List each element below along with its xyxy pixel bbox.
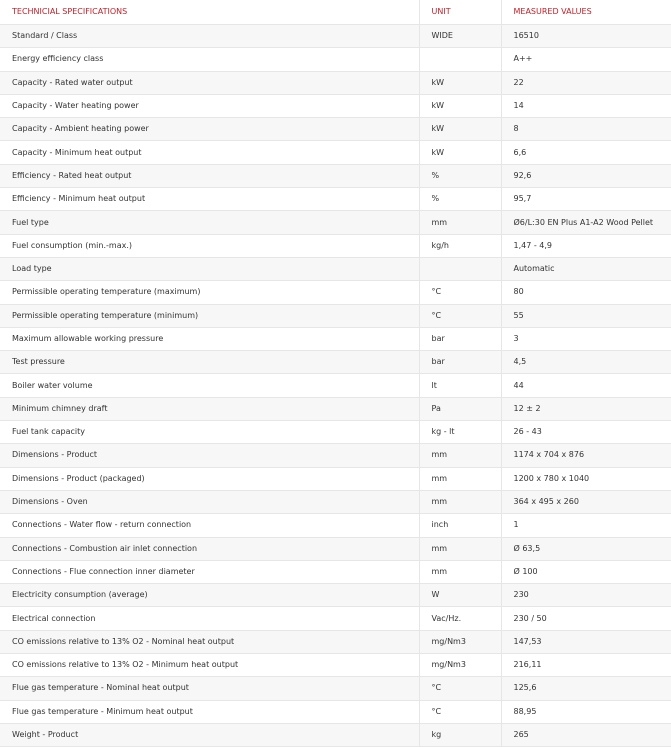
table-body [0,25,671,747]
value-cell: Ø 63,5 [501,537,671,560]
unit-cell: Vac/Hz. [419,607,501,630]
value-cell: 1 [501,514,671,537]
unit-cell: mm [419,467,501,490]
table-row [0,421,671,444]
spec-cell: Dimensions - Oven [0,490,419,513]
header-row [0,0,671,25]
unit-cell: W [419,584,501,607]
table-header [0,0,671,25]
spec-cell: CO emissions relative to 13% O2 - Minimum heat output [0,654,419,677]
spec-cell: Test pressure [0,351,419,374]
table-row [0,560,671,583]
table-row [0,188,671,211]
table-row [0,677,671,700]
table-row [0,211,671,234]
table-row [0,514,671,537]
unit-cell: mm [419,490,501,513]
unit-cell: kW [419,94,501,117]
value-cell: 147,53 [501,630,671,653]
spec-cell: Boiler water volume [0,374,419,397]
value-cell: A++ [501,48,671,71]
unit-cell: mm [419,560,501,583]
unit-cell: bar [419,327,501,350]
value-cell: 92,6 [501,164,671,187]
value-cell: 3 [501,327,671,350]
unit-cell: mm [419,444,501,467]
spec-cell: Efficiency - Minimum heat output [0,188,419,211]
spec-cell: Fuel type [0,211,419,234]
spec-cell: Capacity - Minimum heat output [0,141,419,164]
spec-cell: Efficiency - Rated heat output [0,164,419,187]
spec-cell: Electricity consumption (average) [0,584,419,607]
spec-cell: Fuel consumption (min.-max.) [0,234,419,257]
unit-cell: kg [419,723,501,746]
table-row [0,467,671,490]
value-cell: 8 [501,118,671,141]
spec-cell: Standard / Class [0,25,419,48]
value-cell: 364 x 495 x 260 [501,490,671,513]
value-cell: 88,95 [501,700,671,723]
unit-cell: inch [419,514,501,537]
spec-cell: Fuel tank capacity [0,421,419,444]
value-cell: Ø 100 [501,560,671,583]
unit-cell: kg - lt [419,421,501,444]
value-cell: Automatic [501,257,671,280]
unit-cell: WIDE [419,25,501,48]
table-row [0,94,671,117]
unit-cell: lt [419,374,501,397]
spec-cell: Capacity - Rated water output [0,71,419,94]
unit-cell: kW [419,141,501,164]
value-cell: 14 [501,94,671,117]
table-row [0,48,671,71]
table-row [0,141,671,164]
spec-cell: Energy efficiency class [0,48,419,71]
value-cell: 265 [501,723,671,746]
table-row [0,584,671,607]
unit-cell [419,48,501,71]
spec-cell: Connections - Water flow - return connection [0,514,419,537]
unit-cell: % [419,164,501,187]
value-cell: 125,6 [501,677,671,700]
table-row [0,374,671,397]
spec-cell: Capacity - Ambient heating power [0,118,419,141]
table-row [0,537,671,560]
spec-cell: Minimum chimney draft [0,397,419,420]
unit-cell: °C [419,700,501,723]
table-row [0,281,671,304]
value-cell: 1174 x 704 x 876 [501,444,671,467]
spec-cell: Capacity - Water heating power [0,94,419,117]
spec-cell: Load type [0,257,419,280]
value-cell: 4,5 [501,351,671,374]
value-cell: 6,6 [501,141,671,164]
unit-cell: kW [419,71,501,94]
value-cell: Ø6/L:30 EN Plus A1-A2 Wood Pellet [501,211,671,234]
unit-cell: °C [419,677,501,700]
unit-cell [419,257,501,280]
spec-cell: Maximum allowable working pressure [0,327,419,350]
spec-cell: Connections - Flue connection inner diameter [0,560,419,583]
value-cell: 44 [501,374,671,397]
spec-cell: Weight - Product [0,723,419,746]
table-row [0,234,671,257]
value-cell: 22 [501,71,671,94]
value-cell: 230 / 50 [501,607,671,630]
value-cell: 55 [501,304,671,327]
unit-cell: °C [419,281,501,304]
table-row [0,327,671,350]
value-cell: 80 [501,281,671,304]
spec-cell: Permissible operating temperature (maximum) [0,281,419,304]
unit-cell: bar [419,351,501,374]
spec-cell: Electrical connection [0,607,419,630]
table-row [0,164,671,187]
unit-cell: mm [419,211,501,234]
unit-cell: kg/h [419,234,501,257]
spec-cell: Flue gas temperature - Nominal heat output [0,677,419,700]
spec-cell: Permissible operating temperature (minimum) [0,304,419,327]
table-row [0,654,671,677]
table-row [0,397,671,420]
unit-cell: mg/Nm3 [419,654,501,677]
spec-cell: CO emissions relative to 13% O2 - Nominal heat output [0,630,419,653]
table-row [0,118,671,141]
unit-cell: % [419,188,501,211]
table-row [0,444,671,467]
spec-cell: Connections - Combustion air inlet connection [0,537,419,560]
table-row [0,351,671,374]
header-unit: UNIT [419,0,501,25]
spec-cell: Dimensions - Product [0,444,419,467]
value-cell: 1200 x 780 x 1040 [501,467,671,490]
value-cell: 12 ± 2 [501,397,671,420]
header-value: MEASURED VALUES [501,0,671,25]
unit-cell: mm [419,537,501,560]
spec-cell: Dimensions - Product (packaged) [0,467,419,490]
table-row [0,723,671,746]
value-cell: 230 [501,584,671,607]
table-row [0,25,671,48]
table-row [0,607,671,630]
table-row [0,304,671,327]
unit-cell: kW [419,118,501,141]
spec-cell: Flue gas temperature - Minimum heat output [0,700,419,723]
value-cell: 95,7 [501,188,671,211]
table-row [0,257,671,280]
value-cell: 16510 [501,25,671,48]
value-cell: 26 - 43 [501,421,671,444]
value-cell: 1,47 - 4,9 [501,234,671,257]
table-row [0,71,671,94]
value-cell: 216,11 [501,654,671,677]
header-spec: TECHNICIAL SPECIFICATIONS [0,0,419,25]
unit-cell: mg/Nm3 [419,630,501,653]
unit-cell: Pa [419,397,501,420]
table-row [0,490,671,513]
table-row [0,630,671,653]
unit-cell: °C [419,304,501,327]
